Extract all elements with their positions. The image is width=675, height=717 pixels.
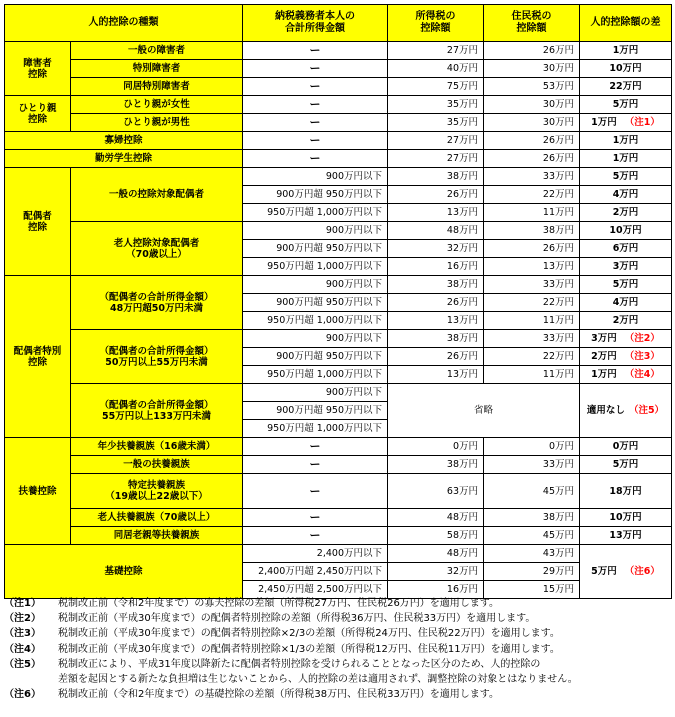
income-range-cell: 900万円超 950万円以下	[243, 348, 388, 366]
resident-tax-cell: 26万円	[484, 150, 580, 168]
category-disabled: 障害者 控除	[5, 42, 71, 96]
difference-cell: 10万円	[580, 222, 672, 240]
income-range-cell: 950万円超 1,000万円以下	[243, 258, 388, 276]
income-range-cell: 900万円以下	[243, 330, 388, 348]
income-tax-cell: 26万円	[388, 294, 484, 312]
resident-tax-cell: 26万円	[484, 240, 580, 258]
footnote-text: 税制改正により、平成31年度以降新たに配偶者特別控除を受けられることとなった区分のため、人的控除の	[58, 658, 541, 670]
resident-tax-cell: 0万円	[484, 438, 580, 456]
header-taxpayer-income: 納税義務者本人の 合計所得金額	[243, 5, 388, 42]
resident-tax-cell: 30万円	[484, 114, 580, 132]
category-spouse: 配偶者 控除	[5, 168, 71, 276]
personal-deduction-table	[4, 4, 672, 599]
income-tax-cell: 38万円	[388, 168, 484, 186]
row-label: 一般の障害者	[71, 42, 243, 60]
income-dash: ー	[243, 114, 388, 132]
income-tax-cell: 16万円	[388, 258, 484, 276]
note-ref: （注2）	[624, 333, 660, 344]
income-tax-cell: 27万円	[388, 42, 484, 60]
income-range-cell: 900万円以下	[243, 168, 388, 186]
row-label: ひとり親が女性	[71, 96, 243, 114]
table-row	[5, 60, 672, 78]
table-row	[5, 527, 672, 545]
row-label: 特別障害者	[71, 60, 243, 78]
row-label-special-spouse-55-133: （配偶者の合計所得金額） 55万円以上133万円未満	[71, 384, 243, 438]
table-row	[5, 509, 672, 527]
table-row	[5, 474, 672, 492]
resident-tax-cell: 22万円	[484, 348, 580, 366]
income-dash: ー	[243, 42, 388, 60]
note-ref: （注5）	[628, 405, 665, 416]
difference-cell: 5万円	[580, 96, 672, 114]
income-range-cell: 900万円超 950万円以下	[243, 240, 388, 258]
footnote-label: （注2）	[4, 613, 41, 625]
footnote-label: （注6）	[4, 689, 41, 701]
resident-tax-cell: 38万円	[484, 222, 580, 240]
row-label-general-spouse: 一般の控除対象配偶者	[71, 168, 243, 222]
resident-tax-cell: 22万円	[484, 294, 580, 312]
income-tax-cell: 35万円	[388, 114, 484, 132]
table-row	[5, 150, 672, 168]
table-row	[5, 384, 672, 402]
header-income-tax: 所得税の 控除額	[388, 5, 484, 42]
table-row	[5, 222, 672, 240]
resident-tax-cell: 33万円	[484, 330, 580, 348]
row-label-elderly-spouse: 老人控除対象配偶者 （70歳以上）	[71, 222, 243, 276]
resident-tax-cell: 30万円	[484, 96, 580, 114]
income-tax-cell: 40万円	[388, 60, 484, 78]
income-dash: ー	[243, 474, 388, 509]
footnote-label: （注5）	[4, 658, 41, 670]
footnote	[4, 596, 671, 611]
income-range-cell: 900万円以下	[243, 276, 388, 294]
table-header-row	[5, 5, 672, 42]
income-dash: ー	[243, 456, 388, 474]
resident-tax-cell: 11万円	[484, 366, 580, 384]
table-row	[5, 456, 672, 474]
table-row	[5, 42, 672, 60]
note-ref: （注4）	[624, 369, 660, 380]
income-tax-cell: 32万円	[388, 240, 484, 258]
resident-tax-cell: 11万円	[484, 204, 580, 222]
income-tax-cell: 0万円	[388, 438, 484, 456]
row-label: ひとり親が男性	[71, 114, 243, 132]
income-dash: ー	[243, 150, 388, 168]
footnote-text: 税制改正前（平成30年度まで）の配偶者特別控除の差額（所得税36万円、住民税33万円）を適用します。	[58, 613, 536, 625]
income-tax-cell: 48万円	[388, 545, 484, 563]
note-ref: （注1）	[624, 117, 660, 128]
difference-cell: 4万円	[580, 294, 672, 312]
footnotes	[4, 596, 671, 702]
row-label: 同居老親等扶養親族	[71, 527, 243, 545]
row-label: 同居特別障害者	[71, 78, 243, 96]
footnote-text: 税制改正前（令和2年度まで）の基礎控除の差額（所得税38万円、住民税33万円）を適用します。	[58, 689, 500, 701]
note-ref: （注3）	[624, 351, 660, 362]
footnote-label: （注1）	[4, 598, 41, 609]
table-row	[5, 96, 672, 114]
table-row	[5, 438, 672, 456]
footnote-text: 税制改正前（平成30年度まで）の配偶者特別控除×1/3の差額（所得税12万円、住民税11万円）を適用します。	[58, 643, 560, 655]
difference-cell: 1万円	[580, 132, 672, 150]
resident-tax-cell: 43万円	[484, 545, 580, 563]
difference-cell: 1万円	[580, 150, 672, 168]
income-tax-cell: 27万円	[388, 150, 484, 168]
income-tax-cell: 38万円	[388, 330, 484, 348]
income-tax-cell: 75万円	[388, 78, 484, 96]
footnote	[4, 611, 671, 626]
difference-cell: 13万円	[580, 527, 672, 545]
difference-cell: 3万円	[580, 258, 672, 276]
income-dash: ー	[243, 60, 388, 78]
income-dash: ー	[243, 132, 388, 150]
income-range-cell: 950万円超 1,000万円以下	[243, 204, 388, 222]
difference-cell: 5万円	[580, 456, 672, 474]
category-widow: 寡婦控除	[5, 132, 243, 150]
income-tax-cell: 26万円	[388, 186, 484, 204]
category-working-student: 勤労学生控除	[5, 150, 243, 168]
row-label-special-spouse-50-55: （配偶者の合計所得金額） 50万円以上55万円未満	[71, 330, 243, 384]
resident-tax-cell: 38万円	[484, 509, 580, 527]
income-tax-cell: 38万円	[388, 456, 484, 474]
difference-cell: 1万円 （注1）	[580, 114, 672, 132]
category-dependents: 扶養控除	[5, 438, 71, 545]
footnote-text: 税制改正前（平成30年度まで）の配偶者特別控除×2/3の差額（所得税24万円、住民税22万円）を適用します。	[58, 628, 560, 640]
resident-tax-cell: 29万円	[484, 563, 580, 581]
note-ref: （注6）	[624, 566, 660, 577]
difference-cell: 1万円 （注4）	[580, 366, 672, 384]
table-row	[5, 132, 672, 150]
header-resident-tax: 住民税の 控除額	[484, 5, 580, 42]
difference-cell: 3万円 （注2）	[580, 330, 672, 348]
footnote-continuation: 差額を起因とする新たな負担増は生じないことから、人的控除の差は適用されず、調整控除の対象とはなりません。	[58, 674, 578, 686]
difference-cell: 5万円 （注6）	[580, 545, 672, 599]
row-label: 年少扶養親族（16歳未満）	[71, 438, 243, 456]
income-dash: ー	[243, 509, 388, 527]
income-range-cell: 950万円超 1,000万円以下	[243, 312, 388, 330]
difference-cell: 0万円	[580, 438, 672, 456]
difference-cell: 2万円 （注3）	[580, 348, 672, 366]
resident-tax-cell: 15万円	[484, 581, 580, 599]
income-tax-cell: 26万円	[388, 348, 484, 366]
income-tax-cell: 38万円	[388, 276, 484, 294]
category-basic: 基礎控除	[5, 545, 243, 599]
resident-tax-cell: 33万円	[484, 168, 580, 186]
row-label: 老人扶養親族（70歳以上）	[71, 509, 243, 527]
resident-tax-cell: 26万円	[484, 132, 580, 150]
difference-cell: 5万円	[580, 276, 672, 294]
resident-tax-cell: 22万円	[484, 186, 580, 204]
resident-tax-cell: 30万円	[484, 60, 580, 78]
deduction-table-wrapper	[4, 4, 671, 599]
income-range-cell: 2,400万円超 2,450万円以下	[243, 563, 388, 581]
difference-cell: 5万円	[580, 168, 672, 186]
table-row	[5, 78, 672, 96]
resident-tax-cell: 11万円	[484, 312, 580, 330]
row-label-specific-dependent: 特定扶養親族 （19歳以上22歳以下）	[71, 474, 243, 509]
resident-tax-cell: 53万円	[484, 78, 580, 96]
footnote	[4, 642, 671, 657]
category-single-parent: ひとり親 控除	[5, 96, 71, 132]
income-tax-cell: 58万円	[388, 527, 484, 545]
row-label: 一般の扶養親族	[71, 456, 243, 474]
row-label-special-spouse-48-50: （配偶者の合計所得金額） 48万円超50万円未満	[71, 276, 243, 330]
income-range-cell: 950万円超 1,000万円以下	[243, 366, 388, 384]
income-dash: ー	[243, 96, 388, 114]
footnote	[4, 687, 671, 702]
resident-tax-cell: 45万円	[484, 527, 580, 545]
omitted-cell: 省略	[388, 384, 580, 438]
income-dash: ー	[243, 527, 388, 545]
difference-cell: 22万円	[580, 78, 672, 96]
footnote-text: 税制改正前（令和2年度まで）の寡夫控除の差額（所得税27万円、住民税26万円）を適用します。	[58, 598, 500, 609]
income-range-cell: 2,450万円超 2,500万円以下	[243, 581, 388, 599]
header-deduction-type: 人的控除の種類	[5, 5, 243, 42]
footnote	[4, 626, 671, 641]
difference-cell: 4万円	[580, 186, 672, 204]
difference-cell: 10万円	[580, 60, 672, 78]
resident-tax-cell: 13万円	[484, 258, 580, 276]
income-tax-cell: 27万円	[388, 132, 484, 150]
income-range-cell: 2,400万円以下	[243, 545, 388, 563]
income-range-cell: 900万円超 950万円以下	[243, 294, 388, 312]
footnote	[4, 657, 671, 672]
difference-cell: 1万円	[580, 42, 672, 60]
difference-cell: 2万円	[580, 312, 672, 330]
income-tax-cell: 48万円	[388, 509, 484, 527]
difference-cell: 2万円	[580, 204, 672, 222]
income-range-cell: 900万円超 950万円以下	[243, 402, 388, 420]
category-special-spouse: 配偶者特別 控除	[5, 276, 71, 438]
income-tax-cell: 16万円	[388, 581, 484, 599]
resident-tax-cell: 33万円	[484, 456, 580, 474]
income-dash: ー	[243, 78, 388, 96]
resident-tax-cell: 45万円	[484, 474, 580, 509]
resident-tax-cell: 26万円	[484, 42, 580, 60]
income-tax-cell: 32万円	[388, 563, 484, 581]
table-row	[5, 545, 672, 563]
difference-cell: 6万円	[580, 240, 672, 258]
resident-tax-cell: 33万円	[484, 276, 580, 294]
income-range-cell: 900万円以下	[243, 222, 388, 240]
difference-cell: 適用なし （注5）	[580, 384, 672, 438]
income-tax-cell: 63万円	[388, 474, 484, 509]
table-row	[5, 114, 672, 132]
income-tax-cell: 13万円	[388, 204, 484, 222]
table-row	[5, 168, 672, 186]
income-range-cell: 950万円超 1,000万円以下	[243, 420, 388, 438]
income-range-cell: 900万円以下	[243, 384, 388, 402]
header-deduction-difference: 人的控除額の差	[580, 5, 672, 42]
income-dash: ー	[243, 438, 388, 456]
income-tax-cell: 35万円	[388, 96, 484, 114]
difference-cell: 18万円	[580, 474, 672, 509]
footnote-label: （注3）	[4, 628, 41, 640]
difference-cell: 10万円	[580, 509, 672, 527]
income-tax-cell: 13万円	[388, 312, 484, 330]
income-tax-cell: 13万円	[388, 366, 484, 384]
table-row	[5, 276, 672, 294]
income-range-cell: 900万円超 950万円以下	[243, 186, 388, 204]
footnote-label: （注4）	[4, 643, 41, 655]
income-tax-cell: 48万円	[388, 222, 484, 240]
table-row	[5, 330, 672, 348]
